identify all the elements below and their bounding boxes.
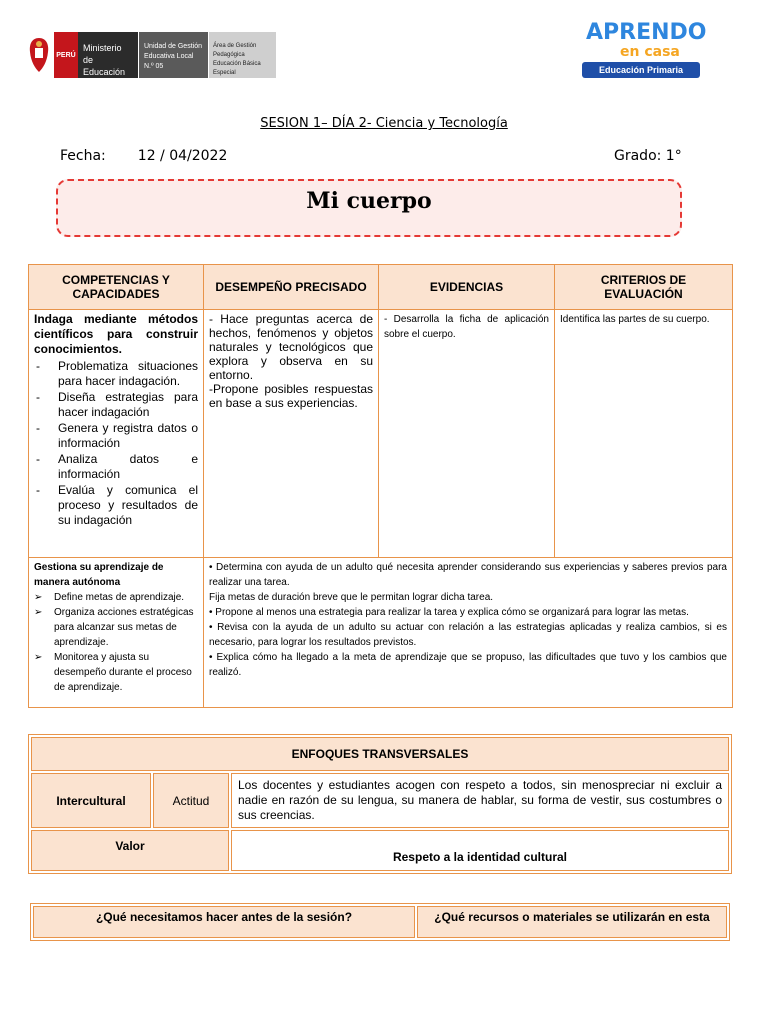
list-item: - Evalúa y comunica el proceso y resultados de su indagación (34, 483, 198, 528)
competencia-cell (29, 558, 204, 708)
header-evidencias: EVIDENCIAS (379, 265, 555, 310)
peru-label: PERÚ (54, 32, 78, 78)
table-header-row (29, 265, 733, 310)
minedu-logo (24, 32, 276, 78)
coat-of-arms-icon (24, 32, 54, 78)
desempeno-item: • Propone al menos una estrategia para realizar la tarea y explica cómo se organizará para lograr las metas. (209, 607, 689, 618)
fecha (60, 148, 227, 164)
competencia-cell (29, 310, 204, 558)
actitud-label: Actitud (153, 773, 229, 828)
actitud-text: Los docentes y estudiantes acogen con respeto a todos, sin menospreciar ni excluir a nadie en razón de su lengua, su manera de hablar, su forma de vestir, sus costumbres o sus creencias. (231, 773, 729, 828)
list-item: ➢ Define metas de aprendizaje. (34, 590, 198, 605)
list-item: - Problematiza situaciones para hacer indagación. (34, 359, 198, 389)
desempeno-text: - Hace preguntas acerca de hechos, fenómenos y objetos naturales y tecnológicos que explora y observa en su entorno. (209, 312, 373, 382)
desempeno-item: • Explica cómo ha llegado a la meta de aprendizaje que se propuso, las dificultades que tuvo y los cambios que realizó. (209, 652, 727, 678)
header-criterios: CRITERIOS DE EVALUACIÓN (555, 265, 733, 310)
list-item: - Genera y registra datos o información (34, 421, 198, 451)
ugel-label: Unidad de Gestión Educativa Local N.º 05 (138, 32, 208, 78)
brand-line2: en casa (620, 44, 680, 60)
list-item: - Analiza datos e información (34, 452, 198, 482)
criterio-cell: Identifica las partes de su cuerpo. (555, 310, 733, 558)
capacidades-list (34, 590, 198, 695)
desempeno-item: Fija metas de duración breve que le permitan lograr dicha tarea. (209, 592, 494, 603)
valor-label: Valor (31, 830, 229, 871)
fecha-value: 12 / 04/2022 (137, 148, 228, 164)
table-row (29, 310, 733, 558)
aprendo-en-casa-logo (580, 20, 707, 82)
table-row (29, 558, 733, 708)
list-item: - Diseña estrategias para hacer indagación (34, 390, 198, 420)
competencia-title: Indaga mediante métodos científicos para construir conocimientos. (34, 312, 198, 356)
desempeno-text-2: -Propone posibles respuestas en base a sus experiencias. (209, 382, 373, 410)
header-competencias: COMPETENCIAS Y CAPACIDADES (29, 265, 204, 310)
desempenos-cell (204, 558, 733, 708)
antes-sesion-header: ¿Qué necesitamos hacer antes de la sesión? (33, 906, 415, 938)
header-desempeno: DESEMPEÑO PRECISADO (204, 265, 379, 310)
enfoque-name: Intercultural (31, 773, 151, 828)
competencia-title: Gestiona su aprendizaje de manera autónoma (34, 562, 164, 588)
desempeno-item: • Determina con ayuda de un adulto qué necesita aprender considerando sus experiencias y saberes previos para realizar una tarea. (209, 562, 727, 588)
grado: Grado: 1° (614, 148, 682, 164)
brand-line1: APRENDO (586, 20, 707, 45)
list-item: ➢ Organiza acciones estratégicas para alcanzar sus metas de aprendizaje. (34, 605, 198, 650)
title-box (56, 179, 682, 237)
fecha-label: Fecha: (60, 148, 106, 164)
preparation-table (30, 903, 730, 941)
capacidades-list (34, 359, 198, 528)
area-label: Área de Gestión Pedagógica Educación Básica Especial (208, 32, 276, 78)
ministerio-label: Ministerio de Educación (78, 32, 138, 78)
enfoques-table (28, 734, 732, 874)
enfoques-title: ENFOQUES TRANSVERSALES (31, 737, 729, 771)
planning-table (28, 264, 733, 708)
list-item: ➢ Monitorea y ajusta su desempeño durante el proceso de aprendizaje. (34, 650, 198, 695)
recursos-header: ¿Qué recursos o materiales se utilizarán en esta (417, 906, 727, 938)
session-title: SESION 1– DÍA 2- Ciencia y Tecnología (260, 116, 508, 131)
valor-text: Respeto a la identidad cultural (231, 830, 729, 871)
desempeno-cell (204, 310, 379, 558)
brand-line3: Educación Primaria (582, 62, 700, 78)
main-title: Mi cuerpo (306, 188, 432, 214)
desempeno-item: • Revisa con la ayuda de un adulto su actuar con relación a las estrategias aplicadas y realiza cambios, si es necesario, para lograr los resultados previstos. (209, 622, 727, 648)
evidencia-cell: - Desarrolla la ficha de aplicación sobre el cuerpo. (379, 310, 555, 558)
